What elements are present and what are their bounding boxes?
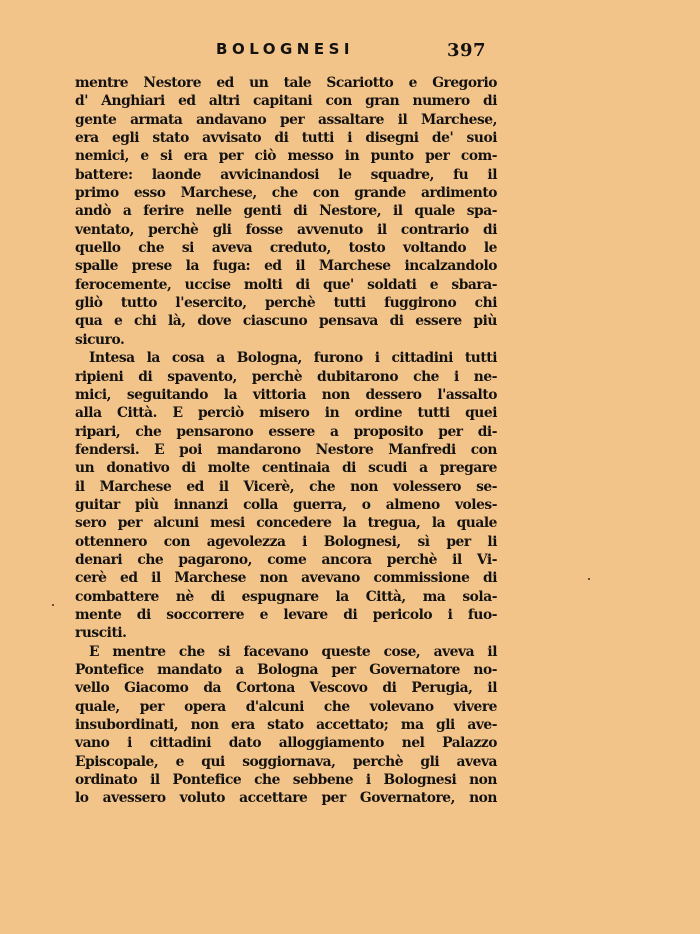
text-line: primo esso Marchese, che con grande ardimento bbox=[75, 185, 497, 202]
text-line: quale, per opera d'alcuni che volevano vivere bbox=[75, 698, 497, 715]
text-line: spalle prese la fuga: ed il Marchese incalzandolo bbox=[75, 258, 497, 275]
text-line: quello che si aveva creduto, tosto voltando le bbox=[75, 240, 497, 257]
text-line: Episcopale, e qui soggiornava, perchè gli aveva bbox=[75, 753, 497, 770]
text-line: mente di soccorrere e levare di pericolo i fuo- bbox=[75, 606, 497, 623]
text-line: vano i cittadini dato alloggiamento nel Palazzo bbox=[75, 735, 497, 752]
text-line: ferocemente, uccise molti di que' soldati e sbara- bbox=[75, 276, 497, 293]
text-line: ripieni di spavento, perchè dubitarono che i ne- bbox=[75, 368, 497, 385]
text-line: un donativo di molte centinaia di scudi a pregare bbox=[75, 460, 497, 477]
body-text bbox=[75, 74, 497, 808]
text-line: ordinato il Pontefice che sebbene i Bolognesi non bbox=[75, 772, 497, 789]
text-line: fendersi. E poi mandarono Nestore Manfredi con bbox=[75, 441, 497, 458]
text-line: guitar più innanzi colla guerra, o almeno voles- bbox=[75, 496, 497, 513]
text-line: sero per alcuni mesi concedere la tregua, la quale bbox=[75, 515, 497, 532]
ink-speck bbox=[588, 578, 590, 580]
text-line: Intesa la cosa a Bologna, furono i cittadini tutti bbox=[89, 350, 497, 367]
text-line: cerè ed il Marchese non avevano commissione di bbox=[75, 570, 497, 587]
text-line: d' Anghiari ed altri capitani con gran numero di bbox=[75, 93, 497, 110]
paragraph-1 bbox=[75, 74, 497, 349]
paragraph-3 bbox=[75, 643, 497, 808]
text-line: sicuro. bbox=[75, 331, 125, 348]
text-line: ripari, che pensarono essere a proposito per di- bbox=[75, 423, 497, 440]
text-line: rusciti. bbox=[75, 625, 127, 642]
text-line: alla Città. E perciò misero in ordine tutti quei bbox=[75, 405, 497, 422]
text-line: combattere nè di espugnare la Città, ma sola- bbox=[75, 588, 497, 605]
text-line: denari che pagarono, come ancora perchè il Vi- bbox=[75, 551, 497, 568]
text-line: vello Giacomo da Cortona Vescovo di Perugia, il bbox=[75, 680, 497, 697]
text-line: lo avessero voluto accettare per Governatore, non bbox=[75, 790, 497, 807]
page-number: 397 bbox=[447, 40, 487, 61]
text-line: andò a ferire nelle genti di Nestore, il quale spa- bbox=[75, 203, 497, 220]
text-line: battere: laonde avvicinandosi le squadre, fu il bbox=[75, 166, 497, 183]
text-line: Pontefice mandato a Bologna per Governatore no- bbox=[75, 662, 497, 678]
text-line: gliò tutto l'esercito, perchè tutti fuggirono chi bbox=[75, 295, 497, 312]
text-line: insubordinati, non era stato accettato; ma gli ave- bbox=[75, 717, 497, 734]
text-line: gente armata andavano per assaltare il Marchese, bbox=[75, 111, 497, 128]
text-line: ventato, perchè gli fosse avvenuto il contrario di bbox=[75, 221, 497, 238]
text-line: mentre Nestore ed un tale Scariotto e Gregorio bbox=[75, 75, 497, 91]
text-line: ottennero con agevolezza i Bolognesi, sì per li bbox=[75, 533, 497, 550]
ink-speck bbox=[52, 604, 54, 606]
text-line: E mentre che si facevano queste cose, aveva il bbox=[89, 643, 497, 660]
paragraph-2 bbox=[75, 349, 497, 643]
text-line: qua e chi là, dove ciascuno pensava di essere più bbox=[75, 313, 497, 330]
running-title: BOLOGNESI bbox=[216, 40, 354, 58]
text-line: era egli stato avvisato di tutti i disegni de' suoi bbox=[75, 130, 497, 147]
text-line: mici, seguitando la vittoria non dessero l'assalto bbox=[75, 386, 497, 403]
text-line: il Marchese ed il Vicerè, che non volessero se- bbox=[75, 478, 497, 495]
text-line: nemici, e si era per ciò messo in punto per com- bbox=[75, 148, 497, 165]
